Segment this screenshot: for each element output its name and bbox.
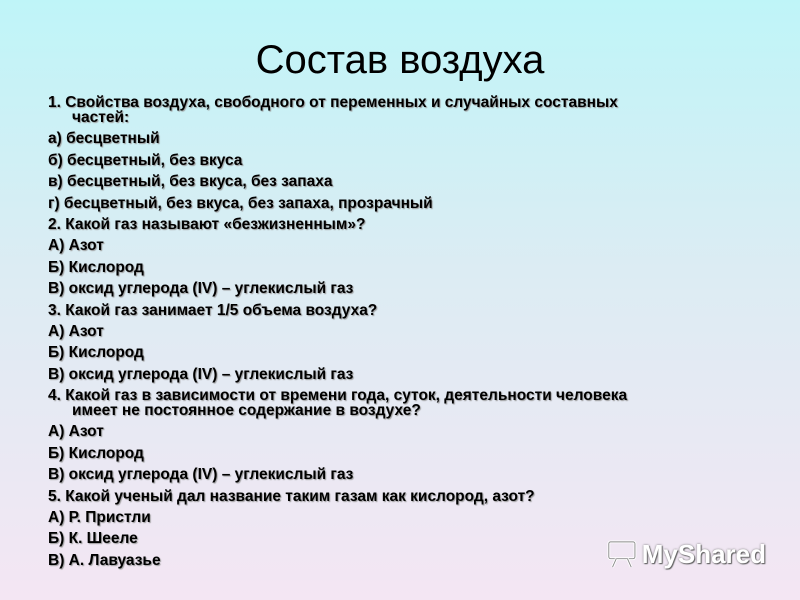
answer-option: В) А. Лавуазье — [48, 551, 161, 569]
question-line: имеет не постоянное содержание в воздухе? — [72, 402, 421, 420]
question-line: 5. Какой ученый дал название таким газам как кислород, азот? — [48, 487, 535, 505]
question-line: 4. Какой газ в зависимости от времени года, суток, деятельности человека — [48, 387, 628, 405]
answer-option: В) оксид углерода (IV) – углекислый газ — [48, 280, 354, 298]
answer-option: Б) Кислород — [48, 258, 144, 276]
answer-option: Б) К. Шееле — [48, 530, 138, 548]
presentation-board-icon — [606, 537, 638, 571]
answer-option: В) оксид углерода (IV) – углекислый газ — [48, 466, 354, 484]
question-line: 3. Какой газ занимает 1/5 объема воздуха? — [48, 301, 378, 319]
answer-option: В) оксид углерода (IV) – углекислый газ — [48, 365, 354, 383]
answer-option: в) бесцветный, без вкуса, без запаха — [48, 173, 333, 191]
question-line: 1. Свойства воздуха, свободного от переменных и случайных составных — [48, 94, 618, 111]
answer-option: Б) Кислород — [48, 344, 144, 362]
answer-option: а) бесцветный — [48, 130, 160, 148]
answer-option: б) бесцветный, без вкуса — [48, 151, 243, 169]
watermark — [606, 536, 766, 572]
answer-option: Б) Кислород — [48, 444, 144, 462]
answer-option: г) бесцветный, без вкуса, без запаха, прозрачный — [48, 194, 433, 212]
watermark-text: MyShared — [641, 539, 766, 569]
question-line: 2. Какой газ называют «безжизненным»? — [48, 215, 366, 233]
question-list — [48, 95, 728, 574]
answer-option: А) Р. Пристли — [48, 509, 151, 527]
page-title: Состав воздуха — [255, 38, 545, 82]
answer-option: А) Азот — [48, 423, 104, 441]
answer-option: А) Азот — [48, 322, 104, 340]
question-line: частей: — [72, 109, 130, 126]
answer-option: А) Азот — [48, 237, 104, 255]
